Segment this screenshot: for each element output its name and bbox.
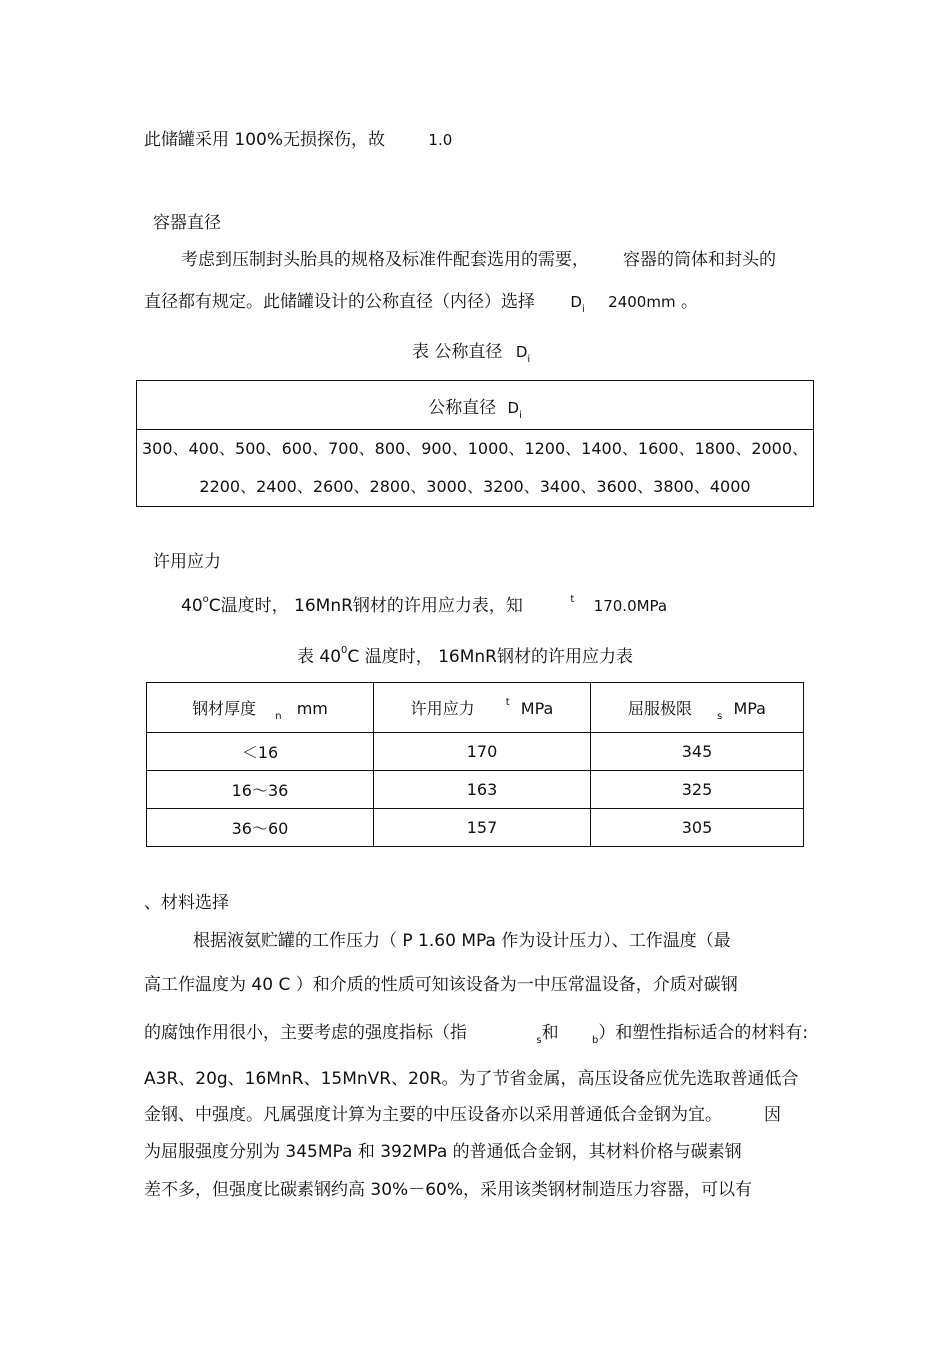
paragraph-text: 此储罐采用 100%无损探伤，故 (144, 130, 386, 150)
table-row: 16～36 163 325 (147, 771, 804, 809)
table-cell-diameters: 300、400、500、600、700、800、900、1000、1200、1400、1600、1800、2000、 2200、2400、2600、2800、3000、3200、3400、3600、3800、4000 (137, 430, 814, 507)
nominal-diameter-table (136, 380, 814, 507)
table-caption-diameter: 表 公称直径 $D_i$ (412, 342, 531, 365)
paragraph-line: 根据液氨贮罐的工作压力（ P 1.60 MPa 作为设计压力）、工作温度（最 (193, 931, 731, 951)
chosen-diameter: 2400mm (608, 293, 676, 311)
table-caption-stress: 表 $40^0C$ 温度时， 16MnR钢材的许用应力表 (297, 645, 633, 667)
paragraph-line: 差不多，但强度比碳素钢约高 30%－60%，采用该类钢材制造压力容器，可以有 (144, 1180, 752, 1200)
table-row: ＜16 170 345 (147, 733, 804, 771)
section-heading-stress: 许用应力 (153, 552, 221, 572)
allowable-stress-table (146, 682, 804, 847)
section-heading-material: 、材料选择 (144, 893, 229, 913)
paragraph-inspection (144, 129, 452, 151)
weld-coefficient-value: 1.0 (428, 131, 453, 149)
paragraph-line: 直径都有规定。此储罐设计的公称直径（内径）选择 $D_i$ 2400mm 。 (144, 292, 698, 315)
column-header-yield-limit: 屈服极限 $_s$ MPa (591, 683, 804, 733)
paragraph-stress: 40$^o$C温度时， 16MnR钢材的许用应力表，知 $^t$ 170.0MPa (181, 594, 668, 616)
section-heading-diameter: 容器直径 (153, 213, 221, 233)
column-header-allowable-stress: 许用应力 $^t$ MPa (374, 683, 591, 733)
paragraph-line: 的腐蚀作用很小，主要考虑的强度指标（指 $_s$和 $_b$）和塑性指标适合的材料有: (144, 1023, 809, 1046)
allowable-stress-value: 170.0MPa (593, 597, 668, 615)
paragraph-line: 高工作温度为 40 C ）和介质的性质可知该设备为一中压常温设备，介质对碳钢 (144, 975, 738, 995)
table-row: 36～60 157 305 (147, 809, 804, 847)
column-header-thickness: 钢材厚度 $_n$ mm (147, 683, 374, 733)
table-header: 公称直径 $D_i$ (137, 381, 814, 430)
paragraph-line: 金钢、中强度。凡属强度计算为主要的中压设备亦以采用普通低合金钢为宜。 因 (144, 1105, 781, 1125)
paragraph-line: 考虑到压制封头胎具的规格及标准件配套选用的需要， 容器的筒体和封头的 (181, 250, 776, 270)
paragraph-line: A3R、20g、16MnR、15MnVR、20R。为了节省金属，高压设备应优先选取普通低合 (144, 1069, 799, 1089)
paragraph-line: 为屈服强度分别为 345MPa 和 392MPa 的普通低合金钢，其材料价格与碳素钢 (144, 1142, 742, 1162)
